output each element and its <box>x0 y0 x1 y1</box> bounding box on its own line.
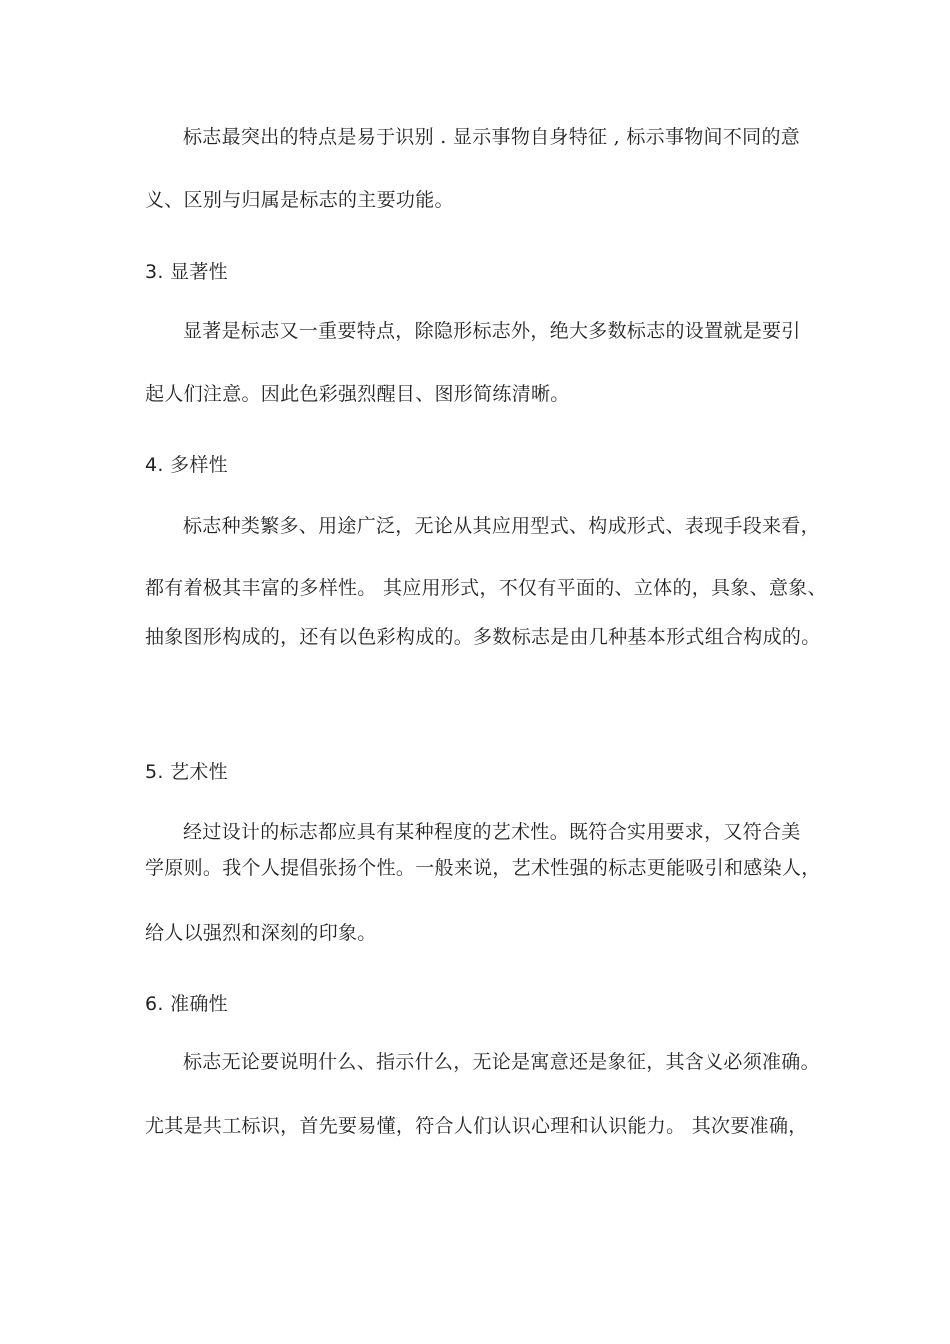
paragraph-line: 学原则。我个人提倡张扬个性。一般来说，艺术性强的标志更能吸引和感染人， <box>145 857 821 879</box>
paragraph-line: 显著是标志又一重要特点，除隐形标志外，绝大多数标志的设置就是要引 <box>183 320 801 342</box>
paragraph-line: 标志无论要说明什么、指示什么，无论是寓意还是象征，其含义必须准确。 <box>183 1051 820 1073</box>
paragraph-line: 都有着极其丰富的多样性。 其应用形式，不仅有平面的、立体的，具象、意象、 <box>145 577 827 599</box>
paragraph-line: 抽象图形构成的，还有以色彩构成的。多数标志是由几种基本形式组合构成的。 <box>145 626 821 648</box>
paragraph-line: 标志最突出的特点是易于识别 . 显示事物自身特征 , 标示事物间不同的意 <box>183 126 801 148</box>
paragraph-line: 起人们注意。因此色彩强烈醒目、图形简练清晰。 <box>145 383 570 405</box>
section-heading: 6. 准确性 <box>145 993 228 1015</box>
paragraph-line: 给人以强烈和深刻的印象。 <box>145 922 377 944</box>
section-heading: 4. 多样性 <box>145 454 228 476</box>
section-heading: 3. 显著性 <box>145 261 228 283</box>
section-heading: 5. 艺术性 <box>145 761 228 783</box>
paragraph-line: 义、区别与归属是标志的主要功能。 <box>145 189 454 211</box>
paragraph-line: 尤其是共工标识，首先要易懂，符合人们认识心理和认识能力。 其次要准确， <box>145 1115 808 1137</box>
paragraph-line: 经过设计的标志都应具有某种程度的艺术性。既符合实用要求，又符合美 <box>183 821 801 843</box>
paragraph-line: 标志种类繁多、用途广泛，无论从其应用型式、构成形式、表现手段来看， <box>183 515 820 537</box>
